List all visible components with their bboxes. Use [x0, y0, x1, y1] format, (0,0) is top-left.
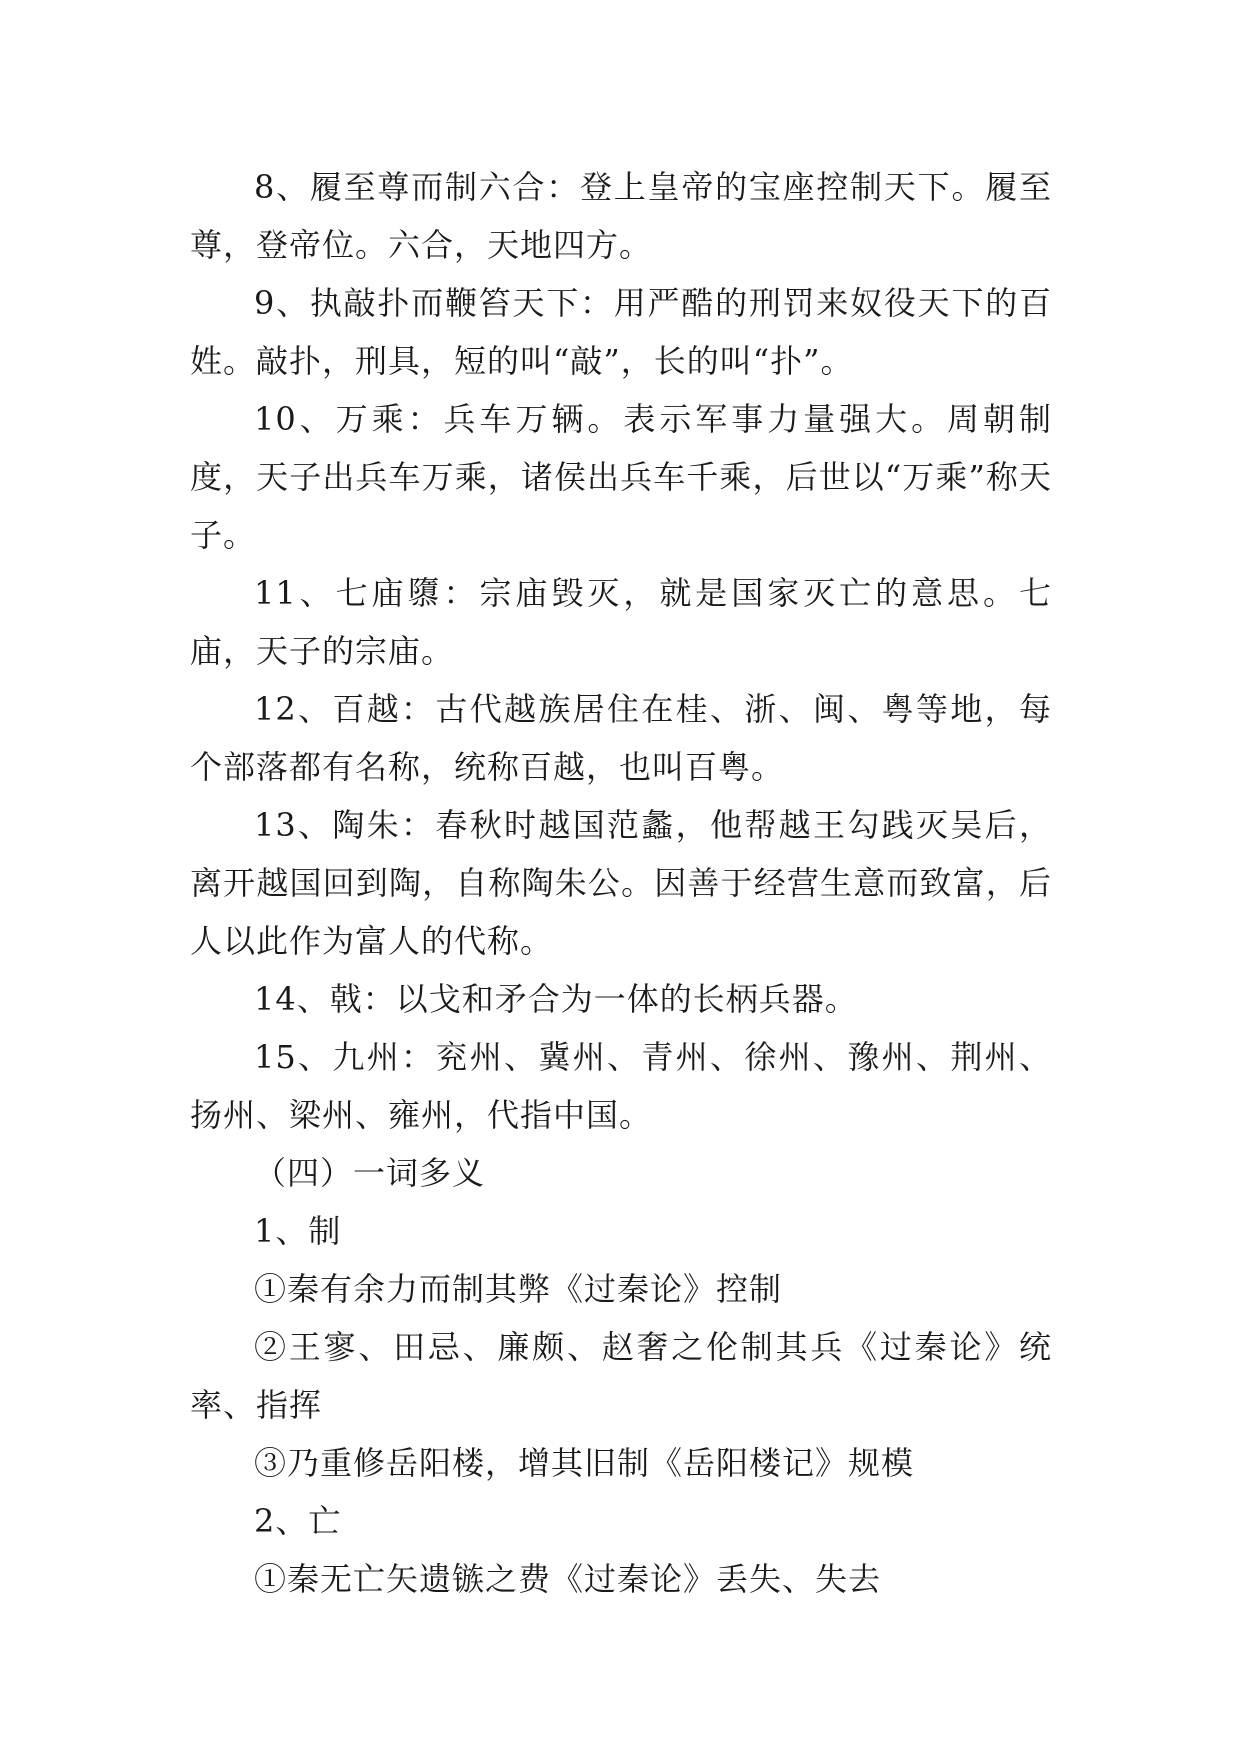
paragraph-item-14: 14、戟：以戈和矛合为一体的长柄兵器。 — [254, 980, 858, 1018]
paragraph-item-9: 9、执敲扑而鞭笞天下：用严酷的刑罚来奴役天下的百姓。敲扑，刑具，短的叫“敲”，长的叫“扑”。 — [190, 284, 1052, 380]
paragraph-item-10: 10、万乘：兵车万辆。表示军事力量强大。周朝制度，天子出兵车万乘，诸侯出兵车千乘，后世以“万乘”称天子。 — [190, 400, 1052, 554]
document-body — [190, 158, 1052, 1608]
example-zhi-1: ①秦有余力而制其弊《过秦论》控制 — [254, 1270, 783, 1308]
section-heading: （四）一词多义 — [254, 1154, 486, 1192]
paragraph-item-15: 15、九州：兖州、冀州、青州、徐州、豫州、荆州、扬州、梁州、雍州，代指中国。 — [190, 1038, 1052, 1134]
subheading-zhi: 1、制 — [254, 1212, 342, 1250]
subheading-wang: 2、亡 — [254, 1502, 342, 1540]
example-wang-1: ①秦无亡矢遗镞之费《过秦论》丢失、失去 — [254, 1560, 882, 1598]
example-zhi-2: ②王寥、田忌、廉颇、赵奢之伦制其兵《过秦论》统率、指挥 — [190, 1328, 1052, 1424]
example-zhi-3: ③乃重修岳阳楼，增其旧制《岳阳楼记》规模 — [254, 1444, 915, 1482]
paragraph-item-8: 8、履至尊而制六合：登上皇帝的宝座控制天下。履至尊，登帝位。六合，天地四方。 — [190, 168, 1052, 264]
paragraph-item-11: 11、七庙隳：宗庙毁灭，就是国家灭亡的意思。七庙，天子的宗庙。 — [190, 574, 1052, 670]
paragraph-item-12: 12、百越：古代越族居住在桂、浙、闽、粤等地，每个部落都有名称，统称百越，也叫百粤。 — [190, 690, 1052, 786]
paragraph-item-13: 13、陶朱：春秋时越国范蠡，他帮越王勾践灭吴后，离开越国回到陶，自称陶朱公。因善于经营生意而致富，后人以此作为富人的代称。 — [190, 806, 1052, 960]
